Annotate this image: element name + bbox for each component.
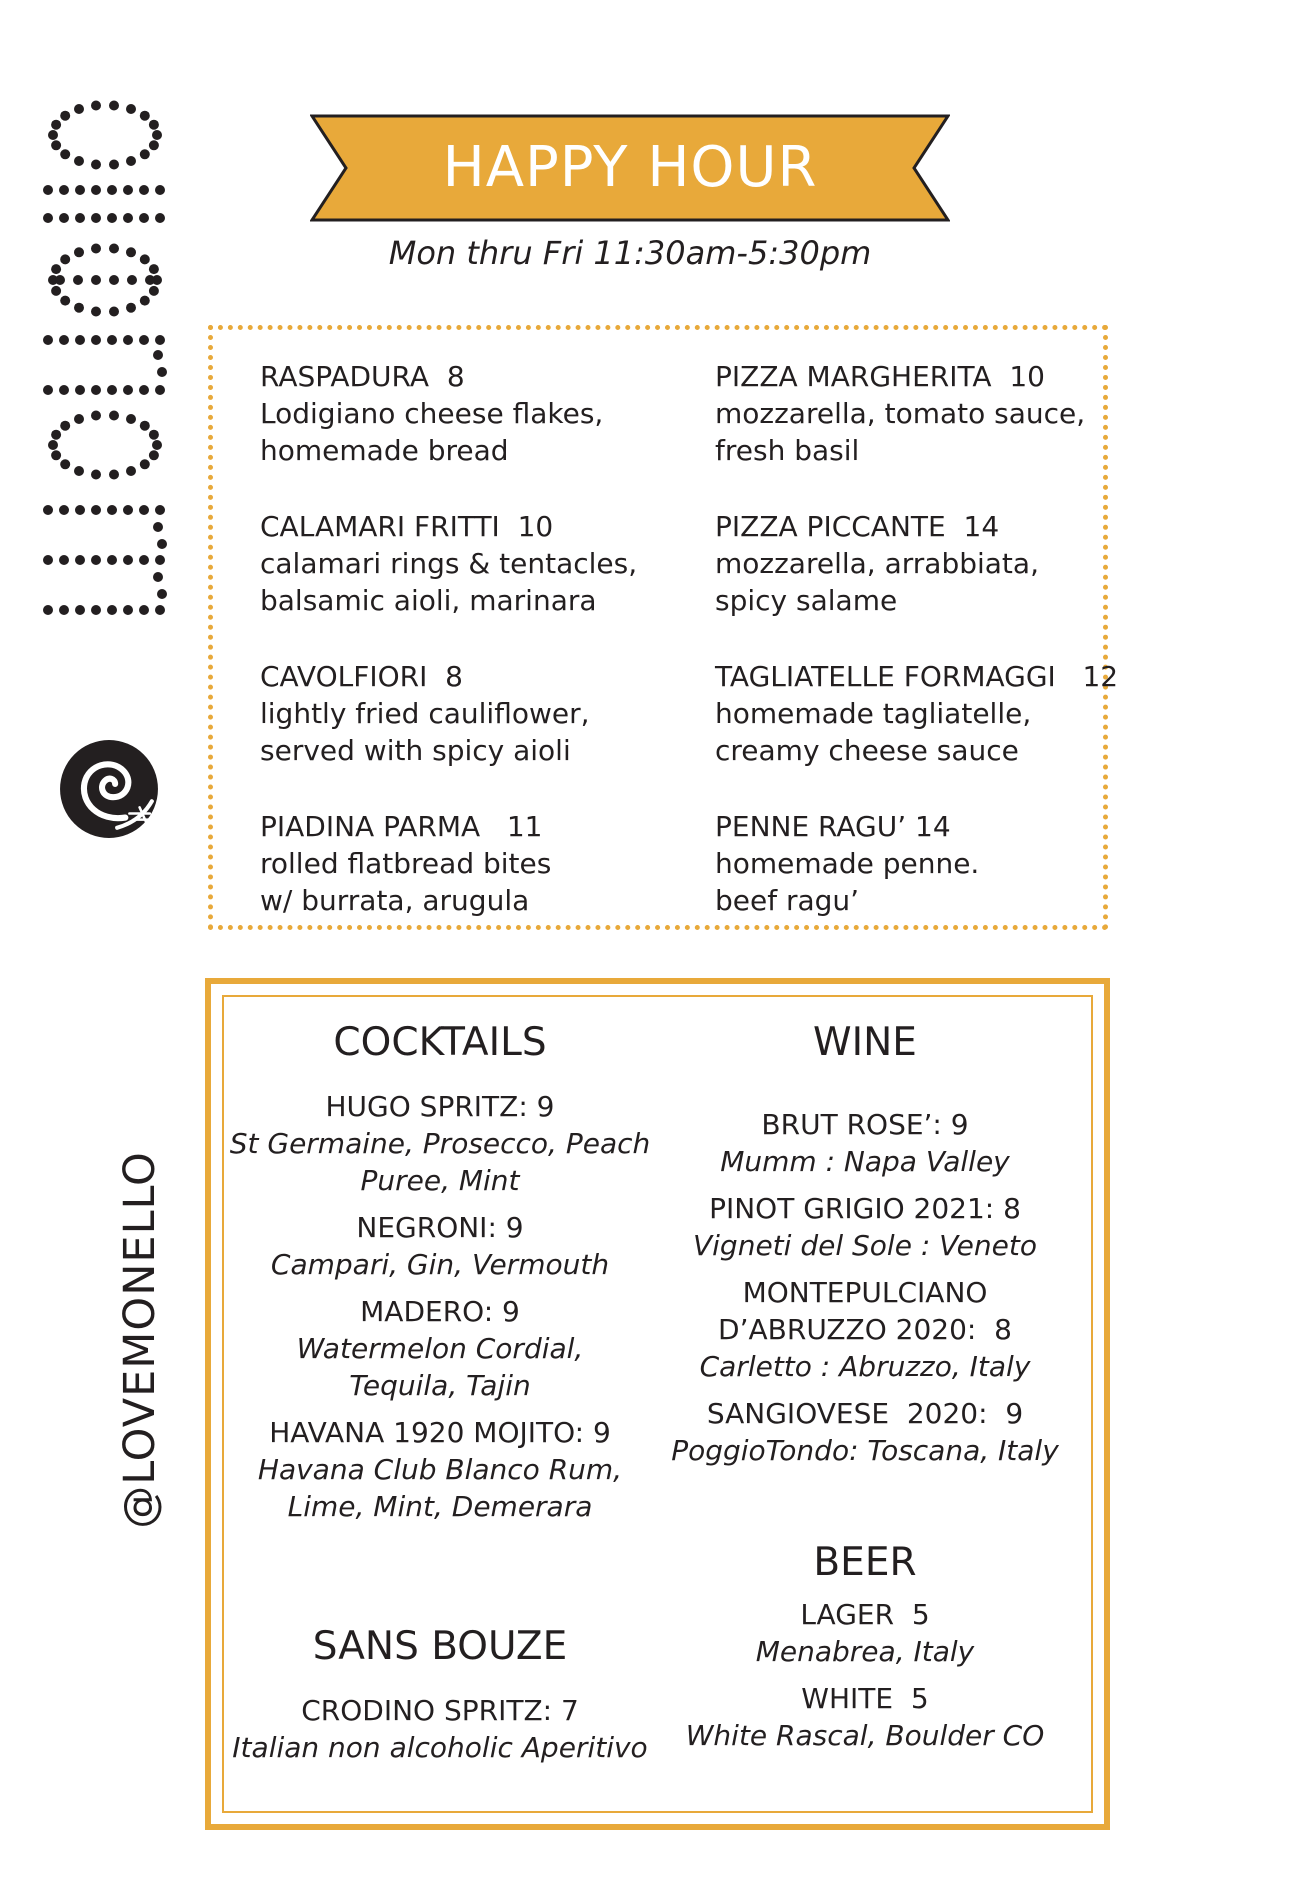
- menu-item: [260, 508, 660, 658]
- logo-dot: [75, 385, 85, 395]
- logo-dot: [75, 213, 85, 223]
- logo-dot: [51, 286, 61, 296]
- logo-dot: [149, 286, 159, 296]
- logo-dot: [139, 385, 149, 395]
- menu-item: [715, 658, 1119, 808]
- monello-dotted-wordmark-logo-icon: [40, 90, 170, 710]
- logo-dot: [59, 213, 69, 223]
- drink-item: [645, 1190, 1085, 1264]
- logo-dot: [43, 385, 53, 395]
- drink-name: SANGIOVESE 2020: 9: [706, 1397, 1024, 1430]
- logo-dot: [51, 264, 61, 274]
- logo-dot: [123, 505, 133, 515]
- logo-dot: [43, 555, 53, 565]
- menu-item-description: rolled flatbread bites: [260, 847, 552, 880]
- logo-dot: [91, 307, 101, 317]
- logo-dot: [59, 335, 69, 345]
- logo-dot: [155, 385, 165, 395]
- logo-dot: [157, 589, 167, 599]
- logo-dot: [51, 140, 61, 150]
- logo-dot: [140, 111, 150, 121]
- logo-dot: [73, 275, 83, 285]
- logo-dot: [123, 555, 133, 565]
- logo-dot: [75, 335, 85, 345]
- logo-dot: [152, 130, 162, 140]
- logo-dot: [60, 149, 70, 159]
- logo-dot: [126, 466, 136, 476]
- logo-dot: [59, 605, 69, 615]
- logo-dot: [149, 450, 159, 460]
- menu-item-name: PIADINA PARMA 11: [260, 810, 543, 843]
- drink-name: HUGO SPRITZ: 9: [325, 1090, 555, 1123]
- drink-item: [645, 1106, 1085, 1180]
- logo-dot: [155, 335, 165, 345]
- logo-dot: [74, 466, 84, 476]
- logo-dot: [91, 101, 101, 111]
- drink-description: Mumm : Napa Valley: [720, 1145, 1010, 1178]
- logo-dot: [91, 555, 101, 565]
- beer-section: [645, 1538, 1085, 1764]
- logo-dot: [126, 104, 136, 114]
- menu-item-description: homemade tagliatelle,: [715, 697, 1032, 730]
- menu-item-description: mozzarella, tomato sauce,: [715, 397, 1086, 430]
- logo-dot: [140, 296, 150, 306]
- drink-name: LAGER 5: [800, 1598, 930, 1631]
- drink-description: Carletto : Abruzzo, Italy: [699, 1350, 1031, 1383]
- logo-dot: [149, 140, 159, 150]
- logo-dot: [91, 470, 101, 480]
- menu-item-description: w/ burrata, arugula: [260, 884, 530, 917]
- logo-dot: [139, 213, 149, 223]
- menu-item: [260, 658, 660, 808]
- logo-dot: [91, 213, 101, 223]
- logo-dot: [107, 335, 117, 345]
- logo-dot: [60, 421, 70, 431]
- happy-hour-hours: Mon thru Fri 11:30am-5:30pm: [388, 234, 872, 272]
- drink-item: [645, 1274, 1085, 1385]
- drink-description: Campari, Gin, Vermouth: [270, 1248, 610, 1281]
- logo-dot: [139, 335, 149, 345]
- logo-dot: [140, 459, 150, 469]
- menu-item-description: served with spicy aioli: [260, 734, 571, 767]
- logo-dot: [139, 505, 149, 515]
- logo-dot: [60, 111, 70, 121]
- logo-dot: [123, 213, 133, 223]
- logo-dot: [43, 213, 53, 223]
- drink-item: [220, 1414, 660, 1525]
- logo-dot: [157, 539, 167, 549]
- drink-item: [645, 1680, 1085, 1754]
- logo-dot: [74, 247, 84, 257]
- page-title: HAPPY HOUR: [442, 135, 818, 200]
- logo-dot: [48, 130, 58, 140]
- menu-item-name: CAVOLFIORI 8: [260, 660, 463, 693]
- logo-dot: [75, 605, 85, 615]
- drink-name: CRODINO SPRITZ: 7: [301, 1694, 579, 1727]
- drink-item: [220, 1088, 660, 1199]
- logo-dot: [59, 185, 69, 195]
- swirl-emblem-icon: [58, 738, 160, 840]
- logo-dot: [43, 605, 53, 615]
- drink-name: NEGRONI: 9: [356, 1211, 524, 1244]
- logo-dot: [109, 411, 119, 421]
- drink-description: Havana Club Blanco Rum,: [257, 1453, 623, 1486]
- sans-bouze-section: [220, 1622, 660, 1776]
- drink-description: Watermelon Cordial,: [296, 1332, 584, 1365]
- menu-item-name: PIZZA MARGHERITA 10: [715, 360, 1045, 393]
- logo-dot: [75, 555, 85, 565]
- drink-description: White Rascal, Boulder CO: [685, 1719, 1045, 1752]
- drink-description: Vigneti del Sole : Veneto: [693, 1229, 1037, 1262]
- logo-dot: [91, 385, 101, 395]
- drink-item: [645, 1395, 1085, 1469]
- logo-dot: [126, 247, 136, 257]
- wine-section: [645, 1018, 1085, 1479]
- drink-name: MONTEPULCIANO D’ABRUZZO 2020: 8: [718, 1276, 1012, 1346]
- logo-dot: [107, 385, 117, 395]
- logo-dot: [43, 185, 53, 195]
- menu-item: [715, 508, 1095, 658]
- logo-dot: [123, 605, 133, 615]
- menu-item-name: PENNE RAGU’ 14: [715, 810, 951, 843]
- drink-description: St Germaine, Prosecco, Peach: [229, 1127, 651, 1160]
- logo-dot: [51, 430, 61, 440]
- logo-dot: [107, 213, 117, 223]
- logo-dot: [74, 303, 84, 313]
- logo-dot: [140, 421, 150, 431]
- logo-dot: [91, 275, 101, 285]
- logo-dot: [60, 296, 70, 306]
- logo-dot: [59, 555, 69, 565]
- drink-name: MADERO: 9: [360, 1295, 520, 1328]
- logo-dot: [139, 555, 149, 565]
- logo-dot: [107, 185, 117, 195]
- logo-dot: [109, 470, 119, 480]
- drink-description: PoggioTondo: Toscana, Italy: [671, 1434, 1059, 1467]
- logo-dot: [91, 244, 101, 254]
- food-column-left: [260, 358, 660, 958]
- menu-item-description: fresh basil: [715, 434, 860, 467]
- logo-dot: [48, 440, 58, 450]
- drink-item: [220, 1209, 660, 1283]
- menu-item-description: balsamic aioli, marinara: [260, 584, 597, 617]
- menu-item-name: TAGLIATELLE FORMAGGI 12: [715, 660, 1119, 693]
- logo-dot: [51, 450, 61, 460]
- logo-dot: [74, 104, 84, 114]
- drink-description: Menabrea, Italy: [755, 1635, 975, 1668]
- cocktails-section: [220, 1018, 660, 1535]
- drink-item: [220, 1293, 660, 1404]
- logo-dot: [155, 185, 165, 195]
- logo-dot: [109, 244, 119, 254]
- drink-item: [645, 1596, 1085, 1670]
- logo-dot: [126, 414, 136, 424]
- logo-dot: [43, 505, 53, 515]
- drink-name: WHITE 5: [801, 1682, 929, 1715]
- logo-dot: [155, 605, 165, 615]
- logo-dot: [91, 505, 101, 515]
- logo-dot: [74, 414, 84, 424]
- logo-dot: [107, 505, 117, 515]
- logo-dot: [91, 605, 101, 615]
- section-title-cocktails: COCKTAILS: [333, 1020, 547, 1065]
- logo-dot: [155, 213, 165, 223]
- menu-item: [715, 808, 1095, 958]
- logo-dot: [155, 505, 165, 515]
- logo-dot: [75, 185, 85, 195]
- logo-dot: [149, 430, 159, 440]
- drink-description: Puree, Mint: [360, 1164, 520, 1197]
- logo-dot: [91, 160, 101, 170]
- food-column-right: [715, 358, 1119, 958]
- menu-item-description: lightly fried cauliflower,: [260, 697, 590, 730]
- logo-dot: [51, 120, 61, 130]
- logo-dot: [153, 522, 163, 532]
- logo-dot: [109, 275, 119, 285]
- section-title-sans-bouze: SANS BOUZE: [312, 1624, 568, 1669]
- logo-dot: [139, 605, 149, 615]
- logo-dot: [60, 254, 70, 264]
- logo-dot: [127, 275, 137, 285]
- logo-dot: [155, 555, 165, 565]
- logo-dot: [107, 605, 117, 615]
- logo-dot: [153, 572, 163, 582]
- logo-dot: [74, 156, 84, 166]
- drink-name: BRUT ROSE’: 9: [761, 1108, 969, 1141]
- menu-item-name: PIZZA PICCANTE 14: [715, 510, 1000, 543]
- menu-item-description: beef ragu’: [715, 884, 860, 917]
- logo-dot: [126, 156, 136, 166]
- logo-dot: [145, 275, 155, 285]
- menu-item-name: CALAMARI FRITTI 10: [260, 510, 554, 543]
- section-title-beer: BEER: [813, 1540, 917, 1585]
- menu-item-description: calamari rings & tentacles,: [260, 547, 638, 580]
- drink-description: Lime, Mint, Demerara: [287, 1490, 593, 1523]
- drink-description: Tequila, Tajin: [349, 1369, 531, 1402]
- menu-item: [260, 358, 660, 508]
- logo-dot: [157, 367, 167, 377]
- logo-dot: [126, 303, 136, 313]
- logo-dot: [59, 385, 69, 395]
- logo-dot: [149, 120, 159, 130]
- social-handle: @LOVEMONELLO: [115, 1151, 165, 1529]
- logo-dot: [55, 275, 65, 285]
- logo-dot: [123, 335, 133, 345]
- menu-item-name: RASPADURA 8: [260, 360, 465, 393]
- drink-name: HAVANA 1920 MOJITO: 9: [269, 1416, 611, 1449]
- logo-dot: [91, 411, 101, 421]
- logo-dot: [123, 385, 133, 395]
- logo-dot: [91, 335, 101, 345]
- logo-dot: [109, 307, 119, 317]
- logo-dot: [123, 185, 133, 195]
- menu-item-description: spicy salame: [715, 584, 898, 617]
- logo-dot: [60, 459, 70, 469]
- logo-dot: [43, 335, 53, 345]
- drink-description: Italian non alcoholic Aperitivo: [232, 1731, 648, 1764]
- menu-item-description: mozzarella, arrabbiata,: [715, 547, 1039, 580]
- logo-dot: [153, 350, 163, 360]
- logo-dot: [109, 101, 119, 111]
- section-title-wine: WINE: [813, 1020, 917, 1065]
- menu-item-description: Lodigiano cheese flakes,: [260, 397, 604, 430]
- drink-item: [220, 1692, 660, 1766]
- menu-item-description: homemade bread: [260, 434, 509, 467]
- menu-item: [260, 808, 660, 958]
- menu-item: [715, 358, 1095, 508]
- logo-dot: [75, 505, 85, 515]
- logo-dot: [109, 160, 119, 170]
- drink-name: PINOT GRIGIO 2021: 8: [709, 1192, 1021, 1225]
- menu-item-description: homemade penne.: [715, 847, 980, 880]
- logo-dot: [107, 555, 117, 565]
- logo-dot: [59, 505, 69, 515]
- logo-dot: [149, 264, 159, 274]
- logo-dot: [91, 185, 101, 195]
- logo-dot: [152, 440, 162, 450]
- logo-dot: [140, 254, 150, 264]
- logo-dot: [140, 149, 150, 159]
- logo-dot: [139, 185, 149, 195]
- menu-item-description: creamy cheese sauce: [715, 734, 1019, 767]
